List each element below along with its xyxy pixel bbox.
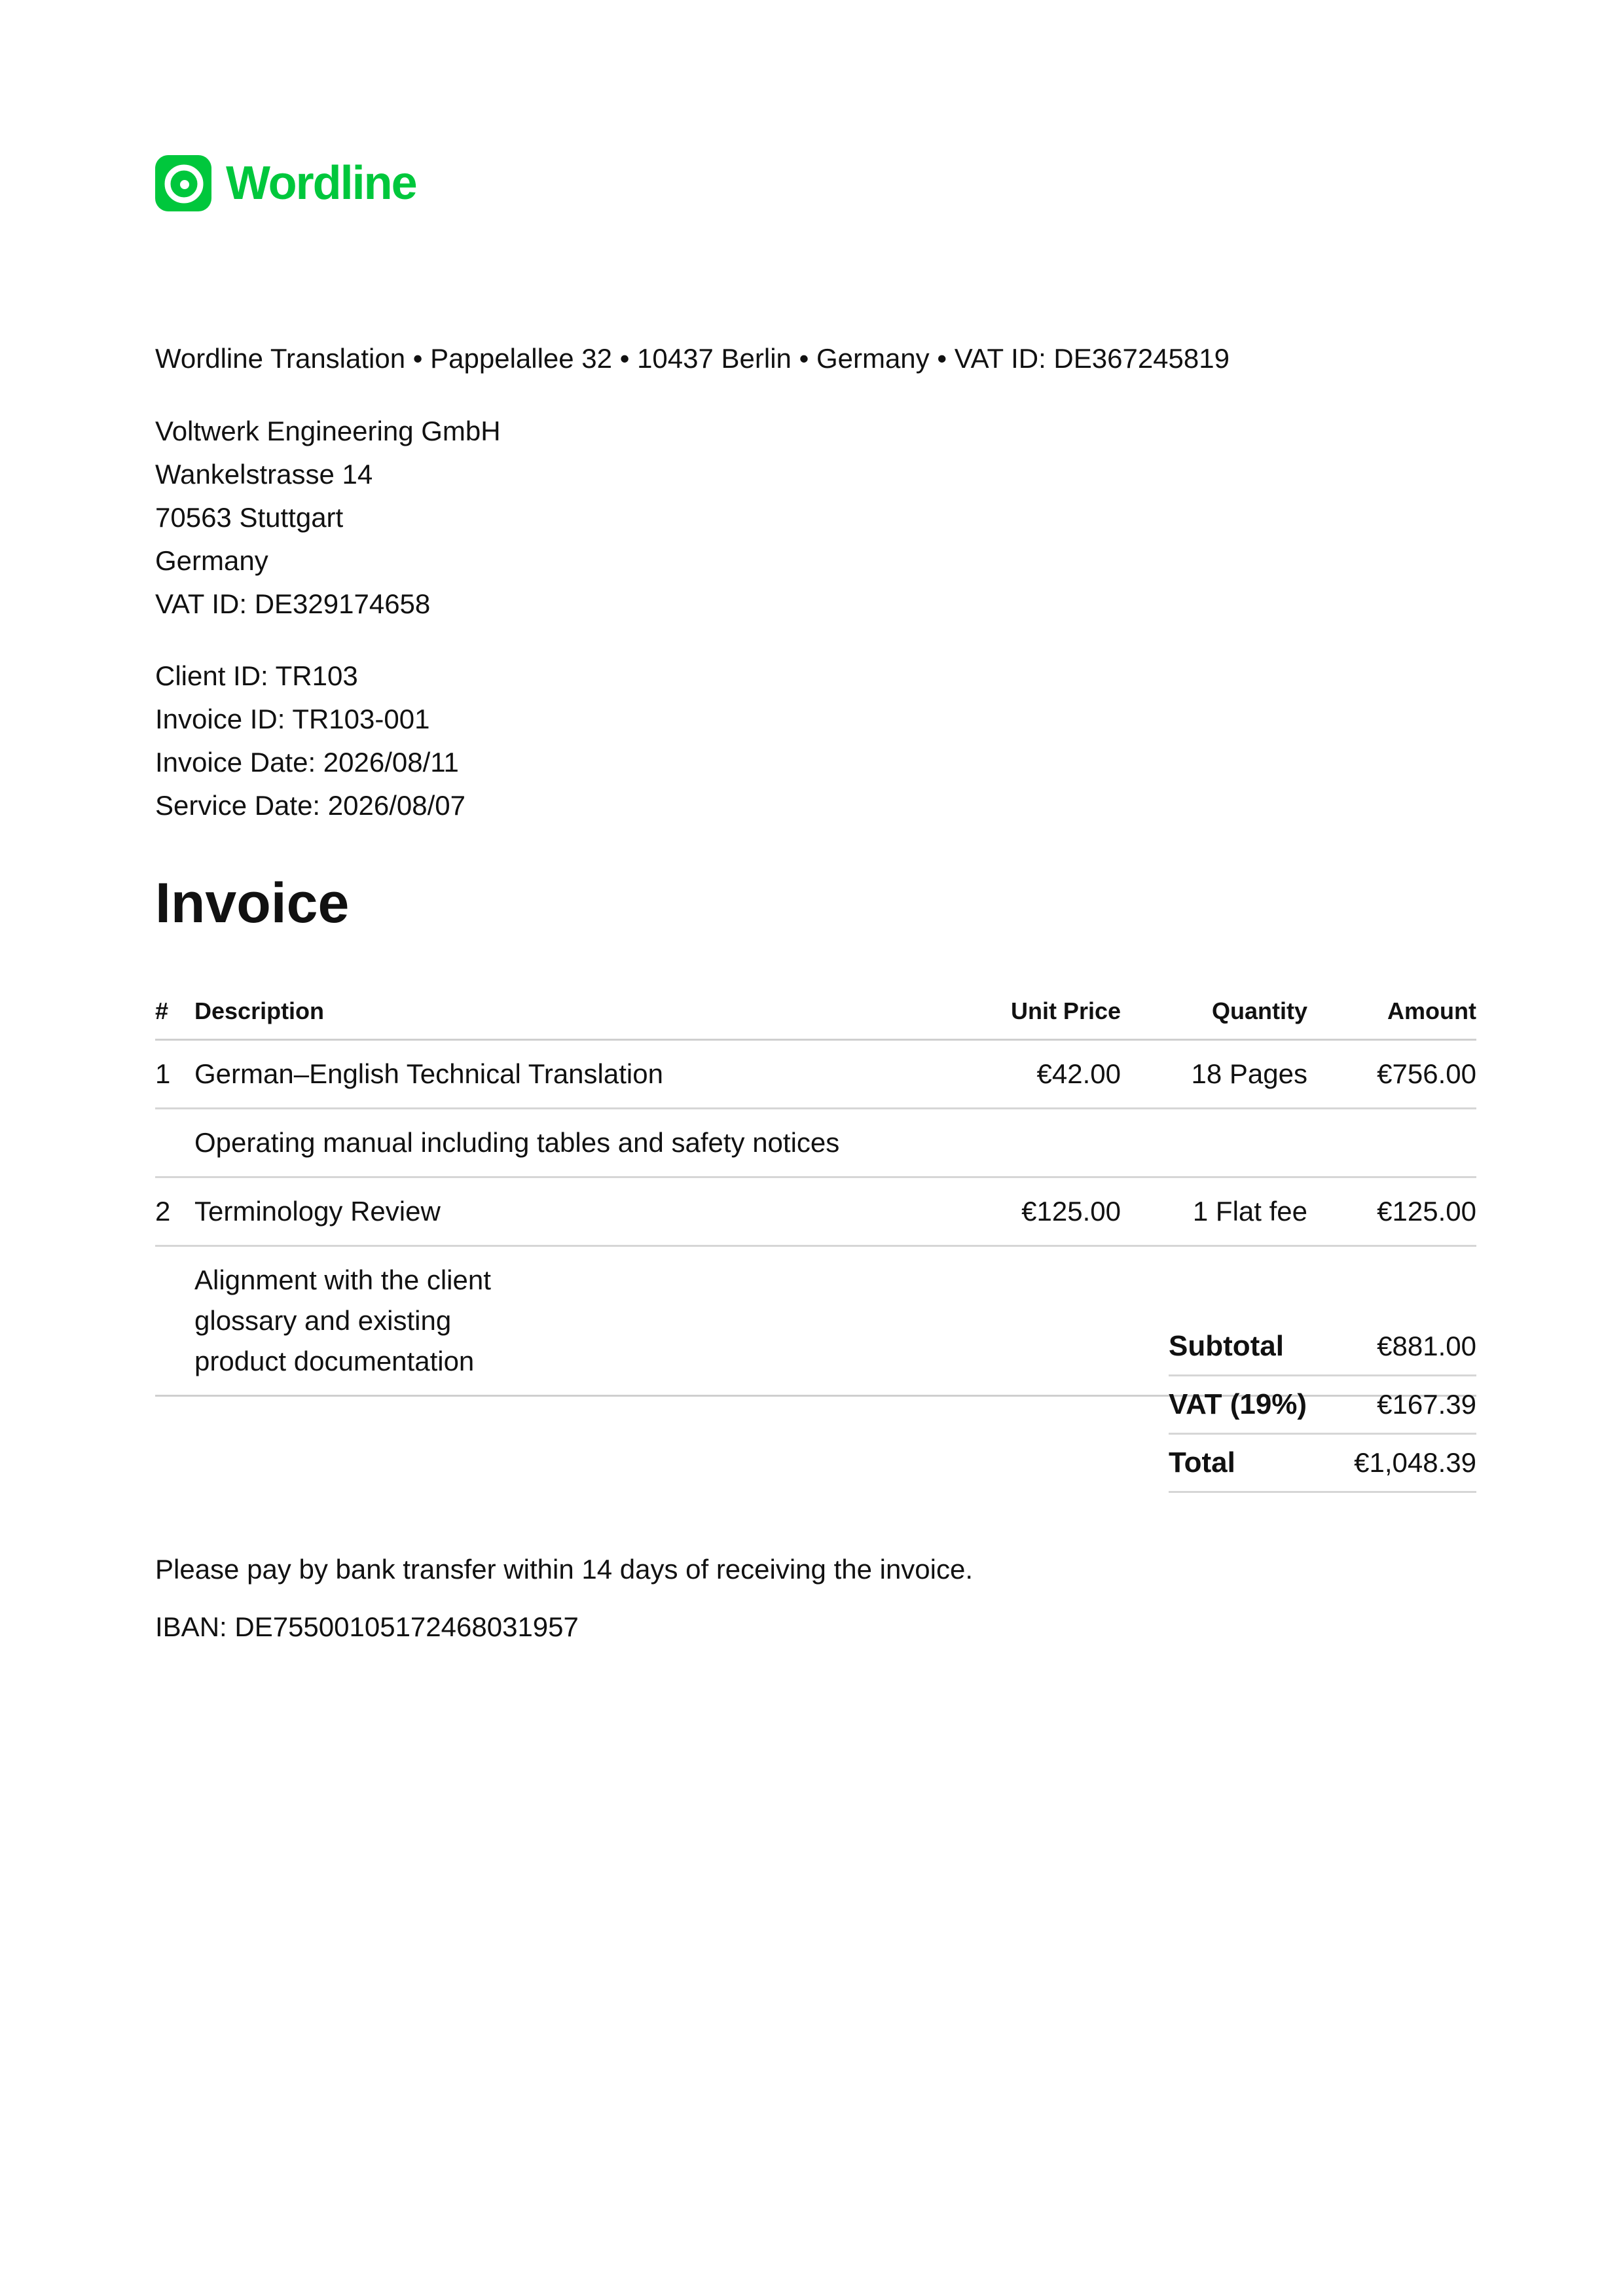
item-amount: €756.00 [1307,1040,1476,1109]
vat-row [1169,1376,1476,1434]
item-num: 2 [155,1177,194,1246]
item-description: German–English Technical Translation [194,1040,931,1109]
page-title: Invoice [155,872,350,935]
header-description: Description [194,985,931,1040]
subtotal-value: €881.00 [1332,1318,1476,1376]
item-unit-price: €42.00 [931,1040,1121,1109]
item-description: Terminology Review [194,1177,931,1246]
table-row-detail [155,1109,1476,1177]
table-header-row [155,985,1476,1040]
recipient-city: 70563 Stuttgart [155,502,344,533]
payment-note: Please pay by bank transfer within 14 days of receiving the invoice. [155,1554,974,1585]
header-quantity: Quantity [1121,985,1307,1040]
totals-table [1169,1318,1476,1493]
recipient-country: Germany [155,545,268,576]
item-amount: €125.00 [1307,1177,1476,1246]
subtotal-label: Subtotal [1169,1318,1332,1376]
recipient-address [155,410,501,626]
client-id: Client ID: TR103 [155,660,358,691]
recipient-vat-id: VAT ID: DE329174658 [155,588,431,619]
logo-wordmark: Wordline [226,157,416,209]
vat-value: €167.39 [1332,1376,1476,1434]
vat-label: VAT (19%) [1169,1376,1332,1434]
item-detail: Operating manual including tables and safety notices [194,1109,931,1177]
sender-address-line: Wordline Translation • Pappelallee 32 • 10437 Berlin • Germany • VAT ID: DE367245819 [155,343,1230,374]
invoice-id: Invoice ID: TR103-001 [155,704,430,734]
company-logo [155,154,416,212]
iban: IBAN: DE75500105172468031957 [155,1611,579,1642]
service-date: Service Date: 2026/08/07 [155,790,465,821]
item-detail: Alignment with the client glossary and existing product documentation [194,1246,931,1396]
wordline-logo-icon [155,155,211,211]
header-amount: Amount [1307,985,1476,1040]
invoice-meta [155,655,465,827]
item-num: 1 [155,1040,194,1109]
recipient-company: Voltwerk Engineering GmbH [155,416,501,446]
table-row [155,1177,1476,1246]
total-label: Total [1169,1434,1332,1492]
header-num: # [155,985,194,1040]
item-quantity: 18 Pages [1121,1040,1307,1109]
header-unit-price: Unit Price [931,985,1121,1040]
item-quantity: 1 Flat fee [1121,1177,1307,1246]
total-row [1169,1434,1476,1492]
total-value: €1,048.39 [1332,1434,1476,1492]
recipient-street: Wankelstrasse 14 [155,459,373,490]
table-row [155,1040,1476,1109]
subtotal-row [1169,1318,1476,1376]
item-unit-price: €125.00 [931,1177,1121,1246]
invoice-date: Invoice Date: 2026/08/11 [155,747,459,778]
